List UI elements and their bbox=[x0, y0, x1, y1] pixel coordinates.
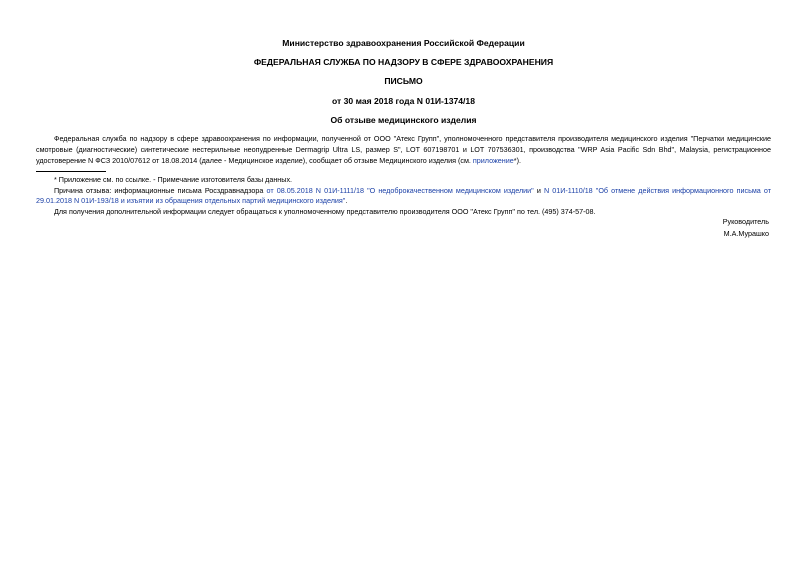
signature-name: М.А.Мурашко bbox=[723, 229, 769, 238]
reason-end: . bbox=[345, 196, 348, 205]
service-heading: ФЕДЕРАЛЬНАЯ СЛУЖБА ПО НАДЗОРУ В СФЕРЕ ЗДРАВООХРАНЕНИЯ bbox=[253, 57, 554, 67]
date-number-heading: от 30 мая 2018 года N 01И-1374/18 bbox=[332, 96, 475, 106]
contact-paragraph: Для получения дополнительной информации следует обращаться к уполномоченному представителю производителя ООО "Атекс Групп" по тел. (495) 374-57-08. bbox=[54, 207, 596, 216]
main-paragraph bbox=[36, 133, 771, 166]
subject-heading: Об отзыве медицинского изделия bbox=[330, 115, 477, 125]
footnote-divider bbox=[36, 171, 106, 172]
reason-prefix: Причина отзыва: информационные письма Росздравнадзора bbox=[54, 186, 267, 195]
footnote: * Приложение см. по ссылке. - Примечание изготовителя базы данных. bbox=[54, 175, 293, 184]
appendix-link[interactable]: приложение bbox=[472, 156, 514, 165]
main-paragraph-end: *). bbox=[513, 156, 521, 165]
reason-link-2[interactable]: N 01И-1110/18 "Об отмене действия информационного письма от 29.01.2018 N 01И-193/18 и изъятии из обращения отдельных партий медицинского изделия" bbox=[36, 186, 772, 205]
main-paragraph-text: Федеральная служба по надзору в сфере здравоохранения по информации, полученной от ООО "Атекс Групп", уполномоченного представителя производителя медицинского изделия "Перчатки медицинские смотровые (диагностические) синтетические нестерильные неопудренные Dermagrip Ultra LS, размер S", LOT 607198701 и LOT 707536301, производства "WRP Asia Pacific Sdn Bhd", Malaysia, регистрационное удостоверение N ФСЗ 2010/07612 от 18.08.2014 (далее - Медицинское изделие), сообщает об отзыве Медицинского изделия (см. bbox=[36, 134, 771, 165]
signature-title: Руководитель bbox=[722, 217, 769, 226]
reason-mid: и bbox=[533, 186, 544, 195]
reason-link-1[interactable]: от 08.05.2018 N 01И-1111/18 "О недоброкачественном медицинском изделии" bbox=[266, 186, 534, 195]
ministry-heading: Министерство здравоохранения Российской Федерации bbox=[282, 38, 525, 48]
reason-paragraph bbox=[36, 186, 771, 206]
doc-type-heading: ПИСЬМО bbox=[384, 76, 423, 86]
